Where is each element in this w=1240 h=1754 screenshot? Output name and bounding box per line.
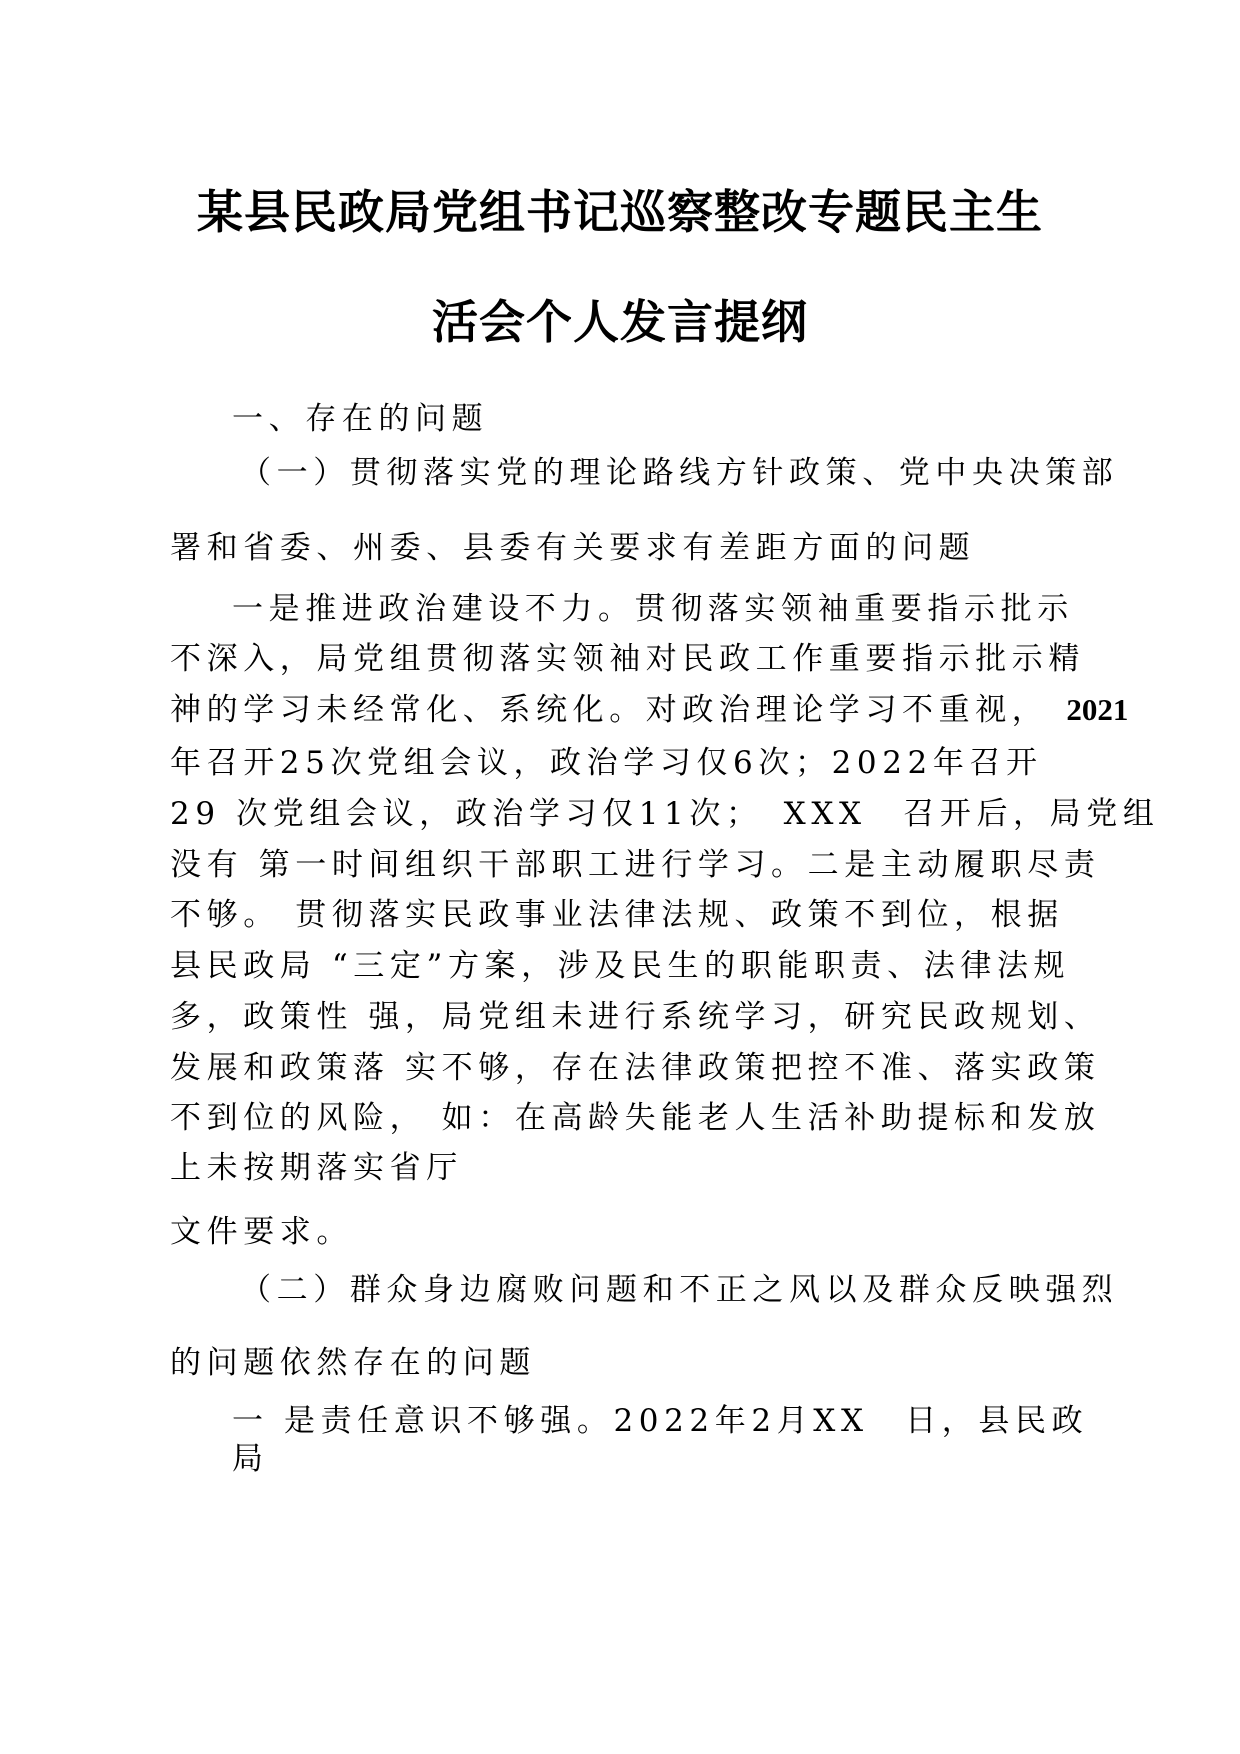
paragraph-line: 不够。 贯彻落实民政事业法律法规、政策不到位，根据 xyxy=(170,897,1064,933)
paragraph-line: 县民政局 “三定”方案，涉及民生的职能职责、法律法规 xyxy=(170,948,1071,984)
paragraph-line: 一是推进政治建设不力。贯彻落实领袖重要指示批示 xyxy=(232,591,1074,627)
paragraph-line: 不到位的风险， 如：在高龄失能老人生活补助提标和发放 xyxy=(170,1100,1101,1136)
year-number: 2021 xyxy=(1066,692,1129,727)
paragraph-line: 发展和政策落 实不够，存在法律政策把控不准、落实政策 xyxy=(170,1050,1101,1086)
paragraph-line xyxy=(170,684,1128,729)
paragraph-line: 上未按期落实省厅 xyxy=(170,1150,463,1186)
subsection-1-heading-line-2: 署和省委、州委、县委有关要求有差距方面的问题 xyxy=(170,530,976,566)
paragraph-line: 多，政策性 强，局党组未进行系统学习，研究民政规划、 xyxy=(170,999,1101,1035)
subsection-1-heading-line-1: （一）贯彻落实党的理论路线方针政策、党中央决策部 xyxy=(240,455,1119,491)
subsection-2-heading-line-1: （二）群众身边腐败问题和不正之风以及群众反映强烈 xyxy=(240,1272,1119,1308)
paragraph-line: 文件要求。 xyxy=(170,1214,353,1250)
paragraph-line: 不深入，局党组贯彻落实领袖对民政工作重要指示批示精 xyxy=(170,641,1085,677)
paragraph-line: 局 xyxy=(232,1441,269,1477)
paragraph-text: 神的学习未经常化、系统化。对政治理论学习不重视， xyxy=(170,692,1049,728)
paragraph-line: 29 次党组会议，政治学习仅11次； XXX 召开后，局党组 xyxy=(170,796,1160,832)
subsection-2-heading-line-2: 的问题依然存在的问题 xyxy=(170,1345,536,1381)
section-heading-problems: 一、存在的问题 xyxy=(232,401,489,437)
paragraph-line: 年召开25次党组会议，政治学习仅6次；2022年召开 xyxy=(170,745,1043,781)
document-title-line-1: 某县民政局党组书记巡察整改专题民主生 xyxy=(197,185,1043,239)
document-title-line-2: 活会个人发言提纲 xyxy=(432,295,808,349)
paragraph-line: 一 是责任意识不够强。2022年2月XX 日，县民政 xyxy=(232,1403,1089,1439)
paragraph-line: 没有 第一时间组织干部职工进行学习。二是主动履职尽责 xyxy=(170,847,1101,883)
